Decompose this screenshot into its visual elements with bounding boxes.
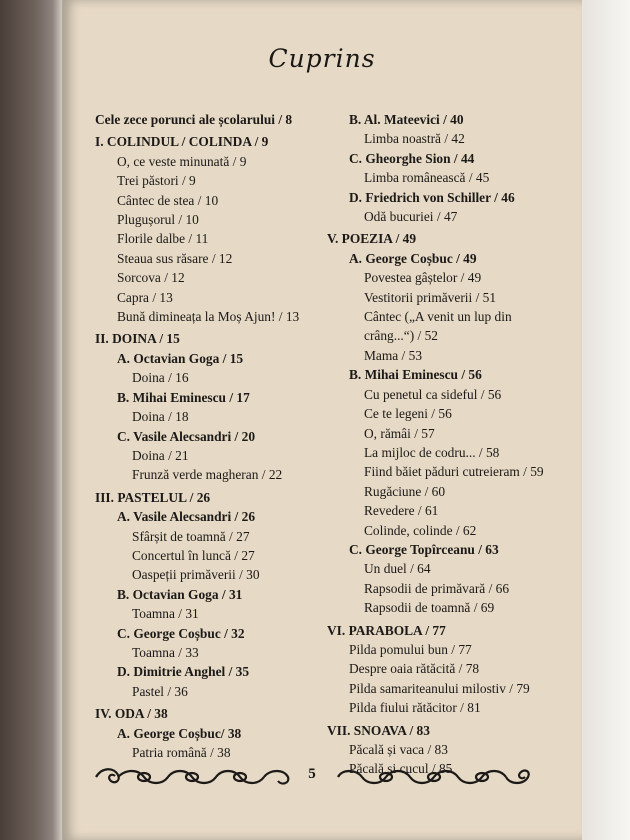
toc-entry: Revedere / 61 <box>364 503 439 519</box>
toc-entry: Pastel / 36 <box>132 683 188 699</box>
toc-section-heading: I. COLINDUL / COLINDA / 9 <box>95 134 269 150</box>
toc-entry: Un duel / 64 <box>364 561 431 577</box>
toc-left-column <box>95 110 345 762</box>
toc-entry: Pilda samariteanului milostiv / 79 <box>349 680 530 696</box>
book-spine-shadow <box>0 0 62 840</box>
toc-entry: Rugăciune / 60 <box>364 483 446 499</box>
toc-entry: Păcală și vaca / 83 <box>349 742 448 757</box>
toc-entry: Despre oaia rătăcită / 78 <box>349 661 480 677</box>
toc-entry: Florile dalbe / 11 <box>117 231 209 247</box>
toc-entry: Păcală și cucul / 85 <box>349 761 453 777</box>
toc-author-heading: A. Octavian Goga / 15 <box>117 350 244 366</box>
toc-entry: La mijloc de codru... / 58 <box>364 444 500 460</box>
toc-entry: Rapsodii de toamnă / 69 <box>364 600 495 616</box>
toc-entry: O, ce veste minunată / 9 <box>117 153 247 169</box>
toc-entry: Povestea gâștelor / 49 <box>364 270 482 286</box>
toc-entry: Frunză verde magheran / 22 <box>132 467 283 483</box>
toc-section-heading: Cele zece porunci ale școlarului / 8 <box>95 112 293 127</box>
toc-author-heading: D. Dimitrie Anghel / 35 <box>117 664 250 680</box>
toc-entry: Doina / 21 <box>132 447 189 463</box>
toc-entry: Sfârșit de toamnă / 27 <box>132 528 250 544</box>
toc-entry: Vestitorii primăverii / 51 <box>364 289 497 305</box>
toc-entry: Pilda fiului rătăcitor / 81 <box>349 700 481 716</box>
toc-entry: Toamna / 31 <box>132 606 199 622</box>
toc-entry: Concertul în luncă / 27 <box>132 547 255 563</box>
page-footer <box>62 765 582 789</box>
toc-author-heading: C. George Topîrceanu / 63 <box>349 541 499 557</box>
toc-author-heading: A. Vasile Alecsandri / 26 <box>117 509 256 525</box>
toc-entry: Cu penetul ca sideful / 56 <box>364 386 502 402</box>
toc-entry: Doina / 16 <box>132 370 189 386</box>
toc-entry: Toamna / 33 <box>132 644 199 660</box>
toc-author-heading: C. George Coșbuc / 32 <box>117 625 245 641</box>
toc-author-heading: B. Octavian Goga / 31 <box>117 586 243 602</box>
toc-entry: Rapsodii de primăvară / 66 <box>364 580 510 596</box>
toc-entry: Bună dimineața la Moș Ajun! / 13 <box>117 309 300 325</box>
toc-entry: Cântec de stea / 10 <box>117 192 219 208</box>
toc-author-heading: B. Mihai Eminescu / 17 <box>117 389 250 405</box>
toc-entry: Pilda pomului bun / 77 <box>349 641 472 657</box>
ornament-right-icon <box>334 765 534 789</box>
toc-entry: Patria română / 38 <box>132 745 231 760</box>
toc-entry: Trei păstori / 9 <box>117 173 196 189</box>
page-number: 5 <box>308 766 316 782</box>
toc-entry: Sorcova / 12 <box>117 270 185 286</box>
toc-entry: Fiind băiet păduri cutreieram / 59 <box>364 464 544 480</box>
toc-entry: Doina / 18 <box>132 409 189 425</box>
toc-author-heading: C. Vasile Alecsandri / 20 <box>117 428 256 444</box>
book-page <box>62 0 582 840</box>
ornament-left-icon <box>92 765 292 789</box>
toc-section-heading: VI. PARABOLA / 77 <box>327 622 446 638</box>
toc-entry: Cântec („A venit un lup din crâng...“) / 52 <box>364 309 512 344</box>
toc-entry: Ce te legeni / 56 <box>364 406 452 422</box>
toc-entry: Mama / 53 <box>364 347 423 363</box>
toc-author-heading: A. George Coșbuc / 49 <box>349 250 477 266</box>
toc-author-heading: C. Gheorghe Sion / 44 <box>349 150 475 166</box>
toc-author-heading: A. George Coșbuc/ 38 <box>117 725 242 741</box>
toc-section-heading: VII. SNOAVA / 83 <box>327 722 430 738</box>
page-edge <box>582 0 630 840</box>
toc-entry: Steaua sus răsare / 12 <box>117 250 233 266</box>
toc-entry: O, rămâi / 57 <box>364 425 435 441</box>
toc-entry: Limba românească / 45 <box>364 170 490 186</box>
toc-entry: Oaspeții primăverii / 30 <box>132 567 260 583</box>
toc-entry: Capra / 13 <box>117 289 173 305</box>
toc-author-heading: D. Friedrich von Schiller / 46 <box>349 189 515 205</box>
toc-author-heading: B. Mihai Eminescu / 56 <box>349 367 482 383</box>
toc-section-heading: II. DOINA / 15 <box>95 331 180 347</box>
page-title: Cuprins <box>268 44 376 73</box>
toc-right-column <box>327 110 577 779</box>
toc-entry: Odă bucuriei / 47 <box>364 209 458 225</box>
toc-entry: Plugușorul / 10 <box>117 212 199 228</box>
toc-section-heading: V. POEZIA / 49 <box>327 231 417 247</box>
toc-section-heading: IV. ODA / 38 <box>95 706 168 722</box>
toc-section-heading: III. PASTELUL / 26 <box>95 489 211 505</box>
toc-entry: Limba noastră / 42 <box>364 131 465 147</box>
toc-author-heading: B. Al. Mateevici / 40 <box>349 112 464 127</box>
toc-entry: Colinde, colinde / 62 <box>364 522 477 538</box>
